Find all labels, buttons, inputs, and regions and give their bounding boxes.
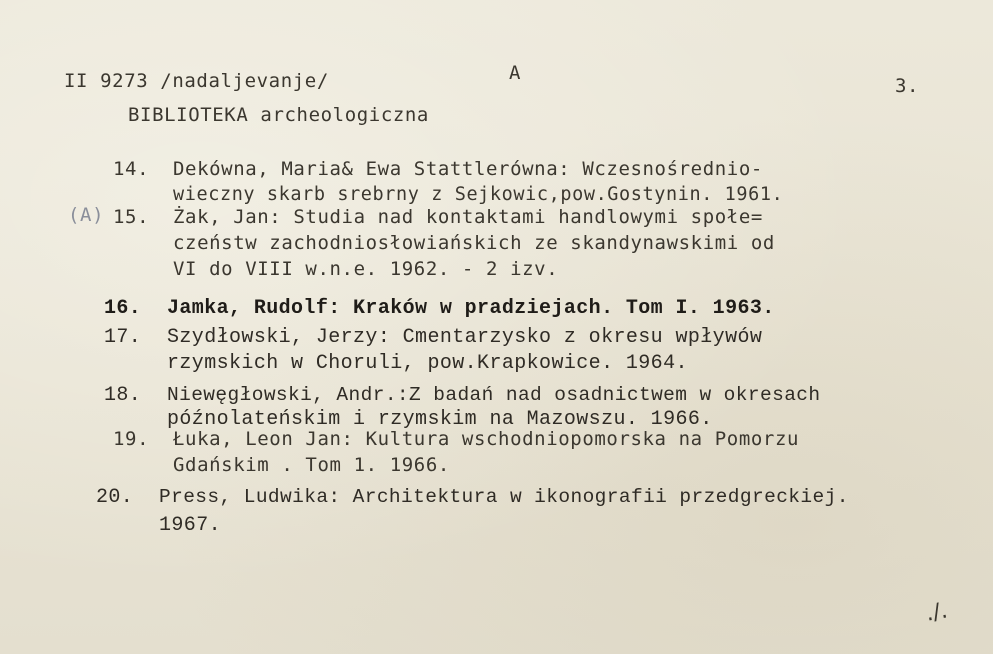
entry-number: 19. bbox=[113, 428, 150, 450]
entry-line: Żak, Jan: Studia nad kontaktami handlowymi społe= bbox=[173, 206, 763, 228]
card-signature: II 9273 /nadaljevanje/ bbox=[64, 70, 329, 92]
entry-line: Łuka, Leon Jan: Kultura wschodniopomorska na Pomorzu bbox=[173, 428, 800, 450]
card-series: BIBLIOTEKA archeologiczna bbox=[128, 104, 429, 126]
entry-line: Szydłowski, Jerzy: Cmentarzysko z okresu wpływów bbox=[167, 326, 763, 349]
entry-line: Niewęgłowski, Andr.:Z badań nad osadnictwem w okresach bbox=[167, 384, 821, 406]
entry-line: czeństw zachodniosłowiańskich ze skandynawskimi od bbox=[173, 232, 775, 254]
entry-number: 14. bbox=[113, 158, 150, 180]
entry-number: 17. bbox=[104, 326, 142, 349]
entry-prefix: (A) bbox=[68, 204, 105, 226]
entry-number: 18. bbox=[104, 384, 142, 407]
continuation-mark: ./. bbox=[923, 598, 950, 627]
entry-line: rzymskich w Choruli, pow.Krapkowice. 1964. bbox=[167, 352, 688, 375]
entry-number: 20. bbox=[96, 486, 134, 509]
entry-line: Press, Ludwika: Architektura w ikonografii przedgreckiej. bbox=[159, 486, 849, 508]
entry-line: VI do VIII w.n.e. 1962. - 2 izv. bbox=[173, 258, 559, 280]
entry-number: 15. bbox=[113, 206, 150, 228]
card-letter: A bbox=[509, 62, 522, 84]
entry-line: Dekówna, Maria& Ewa Stattlerówna: Wczesnośrednio- bbox=[173, 158, 763, 180]
entry-line: późnolateńskim i rzymskim na Mazowszu. 1966. bbox=[167, 408, 713, 431]
entry-line: wieczny skarb srebrny z Sejkowic,pow.Gostynin. 1961. bbox=[173, 184, 784, 205]
entry-number: 16. bbox=[104, 297, 142, 320]
card-page-number: 3. bbox=[895, 75, 920, 97]
entry-line: Gdańskim . Tom 1. 1966. bbox=[173, 454, 450, 476]
entry-line: Jamka, Rudolf: Kraków w pradziejach. Tom I. 1963. bbox=[167, 297, 775, 320]
entry-line: 1967. bbox=[159, 514, 222, 537]
